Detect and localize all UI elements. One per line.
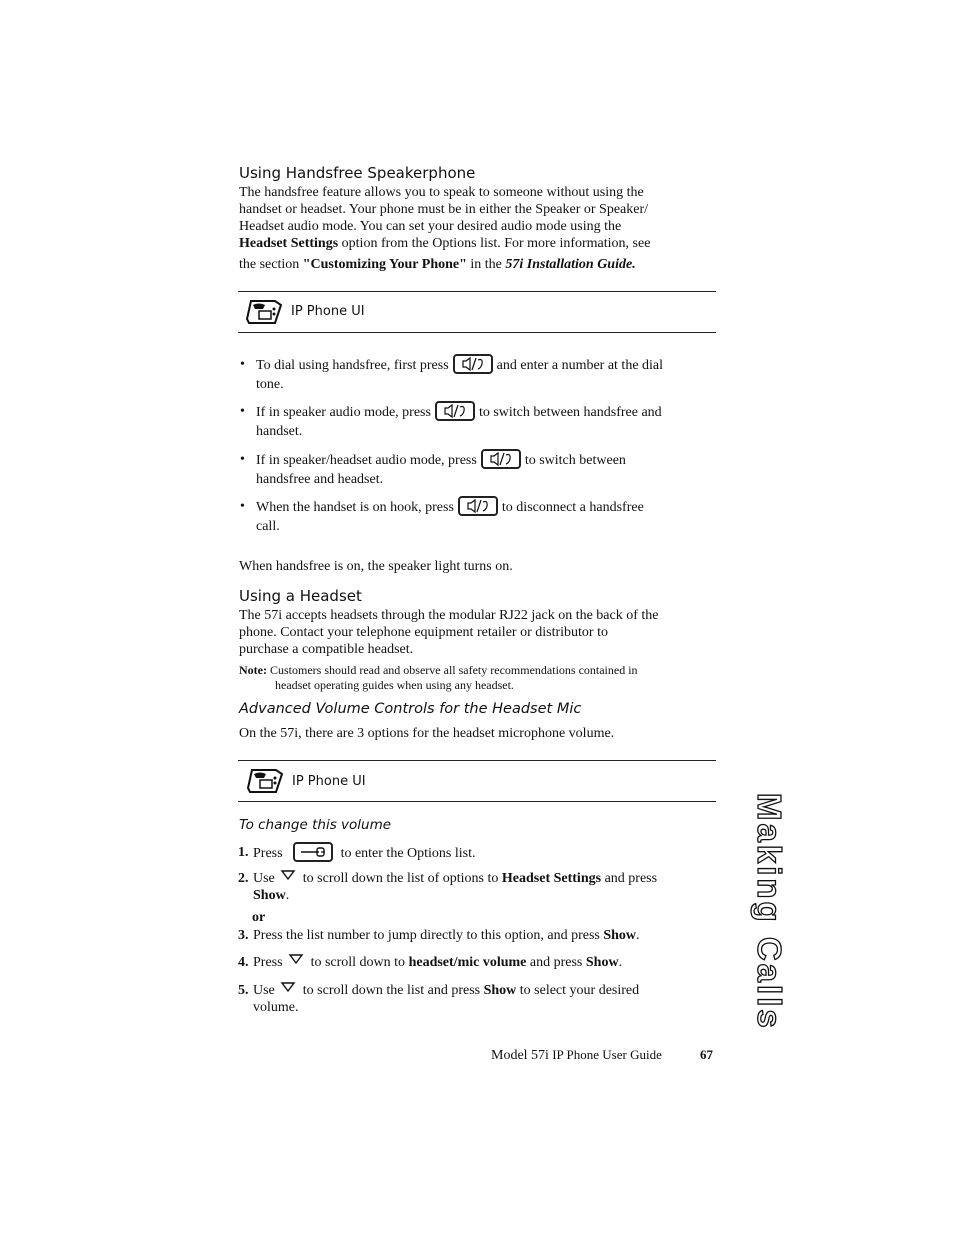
list-item bbox=[240, 356, 716, 392]
step-text: . bbox=[636, 928, 640, 943]
footer-title bbox=[491, 1047, 662, 1064]
or-label: or bbox=[252, 910, 266, 925]
step-text: to scroll down to bbox=[310, 955, 409, 970]
show-term: Show bbox=[253, 888, 286, 904]
paragraph-line: purchase a compatible headset. bbox=[239, 642, 414, 657]
paragraph-line: phone. Contact your telephone equipment retailer or distributor to bbox=[239, 625, 608, 640]
step-text bbox=[253, 870, 716, 904]
list-text: call. bbox=[256, 519, 280, 534]
footer-model: Model 57i bbox=[491, 1048, 549, 1063]
paragraph-line bbox=[239, 235, 719, 252]
side-tab bbox=[720, 793, 788, 1031]
list-text: handset. bbox=[256, 424, 303, 439]
paragraph-text: the section bbox=[239, 257, 303, 272]
step-text: to enter the Options list. bbox=[340, 846, 476, 862]
step-text: Use bbox=[253, 983, 275, 998]
step-number: 2. bbox=[238, 871, 249, 886]
list-item-text bbox=[256, 403, 716, 441]
bullet-dot: • bbox=[240, 404, 245, 419]
paragraph-text: option from the Options list. For more information, see bbox=[338, 236, 651, 251]
paragraph-line: The handsfree feature allows you to speak to someone without using the bbox=[239, 185, 644, 200]
bullet-dot: • bbox=[240, 357, 245, 372]
installation-guide-reference: 57i Installation Guide. bbox=[505, 257, 636, 272]
handsfree-note: When handsfree is on, the speaker light turns on. bbox=[239, 559, 513, 574]
footer-guide: IP Phone User Guide bbox=[548, 1047, 662, 1062]
bullet-dot: • bbox=[240, 452, 245, 467]
show-term: Show bbox=[585, 955, 619, 970]
bullet-dot: • bbox=[240, 499, 245, 514]
speaker-key-icon bbox=[481, 449, 521, 469]
list-text: If in speaker/headset audio mode, press bbox=[256, 453, 477, 469]
speaker-key-icon bbox=[435, 401, 475, 421]
step-5 bbox=[238, 982, 716, 1018]
list-item bbox=[240, 451, 716, 487]
step-2 bbox=[238, 870, 716, 906]
list-text: to switch between bbox=[524, 453, 626, 469]
speaker-key-icon bbox=[458, 496, 498, 516]
list-item bbox=[240, 498, 716, 534]
step-text bbox=[253, 982, 716, 1016]
step-text: . bbox=[285, 888, 290, 904]
headset-settings-term: Headset Settings bbox=[501, 871, 602, 886]
step-text: to scroll down the list of options to bbox=[302, 871, 502, 886]
divider-top bbox=[238, 760, 716, 761]
handsfree-paragraph bbox=[239, 184, 719, 273]
headset-note bbox=[239, 663, 719, 693]
down-arrow-icon bbox=[281, 868, 295, 885]
options-key-icon bbox=[293, 842, 333, 862]
headset-mic-volume-term: headset/mic volume bbox=[408, 955, 527, 970]
step-text: Press bbox=[253, 846, 283, 862]
paragraph-line: Headset audio mode. You can set your desired audio mode using the bbox=[239, 219, 622, 234]
list-item-text bbox=[256, 451, 716, 489]
step-number: 5. bbox=[238, 983, 249, 998]
list-item-text bbox=[256, 498, 716, 536]
step-text bbox=[253, 954, 716, 971]
paragraph-text: in the bbox=[466, 257, 506, 272]
show-term: Show bbox=[603, 928, 637, 943]
step-text: Use bbox=[253, 871, 275, 886]
list-text: to switch between handsfree and bbox=[478, 405, 662, 421]
step-1 bbox=[238, 844, 716, 862]
headset-settings-term: Headset Settings bbox=[239, 236, 339, 251]
headset-paragraph bbox=[239, 607, 719, 658]
step-text: volume. bbox=[253, 1000, 299, 1016]
paragraph-line: handset or headset. Your phone must be in either the Speaker or Speaker/ bbox=[239, 202, 649, 217]
procedure-title: To change this volume bbox=[239, 817, 392, 833]
list-text: and enter a number at the dial bbox=[496, 358, 664, 374]
step-4 bbox=[238, 954, 716, 972]
ip-phone-ui-label: IP Phone UI bbox=[291, 304, 365, 319]
volume-intro: On the 57i, there are 3 options for the headset microphone volume. bbox=[239, 726, 615, 741]
step-number: 4. bbox=[238, 955, 249, 970]
note-text: Customers should read and observe all safety recommendations contained in bbox=[269, 663, 638, 677]
step-text: to select your desired bbox=[516, 983, 640, 998]
list-text: If in speaker audio mode, press bbox=[256, 405, 431, 421]
down-arrow-icon bbox=[289, 952, 303, 969]
section-title-handsfree: Using Handsfree Speakerphone bbox=[239, 164, 476, 182]
page-number: 67 bbox=[700, 1047, 713, 1062]
list-text: handsfree and headset. bbox=[256, 472, 384, 487]
list-item bbox=[240, 403, 716, 439]
list-text: When the handset is on hook, press bbox=[256, 500, 454, 516]
step-3 bbox=[238, 927, 716, 945]
step-number: 1. bbox=[238, 845, 249, 860]
paragraph-line bbox=[239, 256, 719, 273]
step-text: and press bbox=[601, 871, 658, 886]
list-text: To dial using handsfree, first press bbox=[256, 358, 449, 374]
paragraph-line: The 57i accepts headsets through the modular RJ22 jack on the back of the bbox=[239, 608, 659, 623]
speaker-key-icon bbox=[453, 354, 493, 374]
note-text: headset operating guides when using any headset. bbox=[275, 678, 514, 692]
phone-icon bbox=[245, 299, 283, 330]
section-title-headset: Using a Headset bbox=[239, 587, 362, 605]
phone-icon bbox=[246, 768, 284, 799]
step-text: to scroll down the list and press bbox=[302, 983, 484, 998]
divider-bottom bbox=[238, 801, 716, 802]
section-title-advanced-volume: Advanced Volume Controls for the Headset Mic bbox=[239, 701, 582, 717]
show-term: Show bbox=[483, 983, 517, 998]
step-text: . bbox=[618, 955, 623, 970]
step-text: and press bbox=[526, 955, 586, 970]
divider-bottom bbox=[238, 332, 716, 333]
divider-top bbox=[238, 291, 716, 292]
down-arrow-icon bbox=[281, 980, 295, 997]
note-label: Note: bbox=[239, 663, 267, 677]
ip-phone-ui-label: IP Phone UI bbox=[292, 774, 366, 789]
list-item-text bbox=[256, 356, 716, 394]
list-text: tone. bbox=[256, 377, 284, 392]
step-text: Press the list number to jump directly to this option, and press bbox=[253, 928, 604, 943]
side-tab-text: Making Calls bbox=[751, 793, 788, 1031]
step-number: 3. bbox=[238, 928, 249, 943]
list-text: to disconnect a handsfree bbox=[501, 500, 644, 516]
step-text bbox=[253, 927, 716, 944]
step-text: Press bbox=[253, 955, 283, 970]
customizing-reference: "Customizing Your Phone" bbox=[302, 257, 467, 272]
step-text bbox=[253, 844, 716, 864]
